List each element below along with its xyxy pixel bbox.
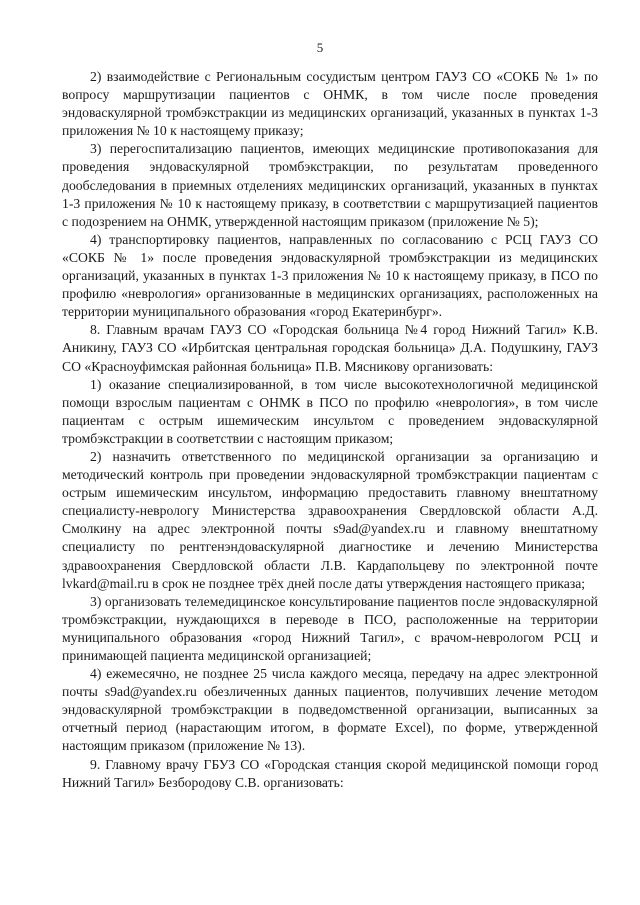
paragraph-item-8-3: 3) организовать телемедицинское консультирование пациентов после эндоваскулярной тромбэкстракции, нуждающихся в переводе в ПСО, расположенные на территории муниципального образования «город Нижний Тагил», с врачом-неврологом РСЦ и принимающей пациента медицинской организацией; [62,593,598,663]
paragraph-item-3: 3) перегоспитализацию пациентов, имеющих медицинские противопоказания для проведения эндоваскулярной тромбэкстракции, по результатам проведенного дообследования в приемных отделениях медицинских организаций, указанных в пунктах 1-3 приложения № 10 к настоящему приказу, в соответствии с маршрутизацией пациентов с подозрением на ОНМК, утвержденной настоящим приказом (приложение № 5); [62,141,598,229]
paragraph-item-4: 4) транспортировку пациентов, направленных по согласованию с РСЦ ГАУЗ СО «СОКБ № 1» после проведения эндоваскулярной тромбэкстракции из медицинских организаций, указанных в пунктах 1-3 приложения № 10 к настоящему приказу, в ПСО по профилю «неврология» организованные в медицинских организациях, расположенных на территории муниципального образования «город Екатеринбург». [62,231,598,320]
paragraph-item-8-4: 4) ежемесячно, не позднее 25 числа каждого месяца, передачу на адрес электронной почты s9ad@yandex.ru обезличенных данных пациентов, получивших лечение методом эндоваскулярной тромбэкстракции в подведомственной организации, выписанных за отчетный период (нарастающим итогом, в формате Excel), по форме, утвержденной настоящим приказом (приложение № 13). [62,666,598,754]
document-body [62,68,598,792]
paragraph-section-9: 9. Главному врачу ГБУЗ СО «Городская станция скорой медицинской помощи город Нижний Тагил» Безбородову С.В. организовать: [62,756,598,790]
paragraph-item-8-1: 1) оказание специализированной, в том числе высокотехнологичной медицинской помощи взрослым пациентам с ОНМК в ПСО по профилю «неврология», в том числе пациентам с острым ишемическим инсультом с проведением эндоваскулярной тромбэкстракции в соответствии с настоящим приказом; [62,376,598,446]
paragraph-item-8-2: 2) назначить ответственного по медицинской организации за организацию и методический контроль при проведении эндоваскулярной тромбэкстракции пациентам с острым ишемическим инсультом, информацию предоставить главному внештатному специалисту-неврологу Министерства здравоохранения Свердловской области А.Д. Смолкину на адрес электронной почты s9ad@yandex.ru и главному внештатному специалисту по рентгенэндоваскулярной диагностике и лечению Министерства здравоохранения Свердловской области Л.В. Кардапольцеву по электронной почте lvkard@mail.ru в срок не позднее трёх дней после даты утверждения настоящего приказа; [62,448,598,591]
paragraph-section-8: 8. Главным врачам ГАУЗ СО «Городская больница №4 город Нижний Тагил» К.В. Аникину, ГАУЗ СО «Ирбитская центральная городская больница» Д.А. Подушкину, ГАУЗ СО «Красноуфимская районная больница» П.В. Мясникову организовать: [62,322,598,374]
page-number: 5 [316,40,324,55]
paragraph-item-2: 2) взаимодействие с Региональным сосудистым центром ГАУЗ СО «СОКБ № 1» по вопросу маршрутизации пациентов с ОНМК, в том числе после проведения эндоваскулярной тромбэкстракции из медицинских организаций, указанных в пунктах 1-3 приложения № 10 к настоящему приказу; [62,69,598,139]
